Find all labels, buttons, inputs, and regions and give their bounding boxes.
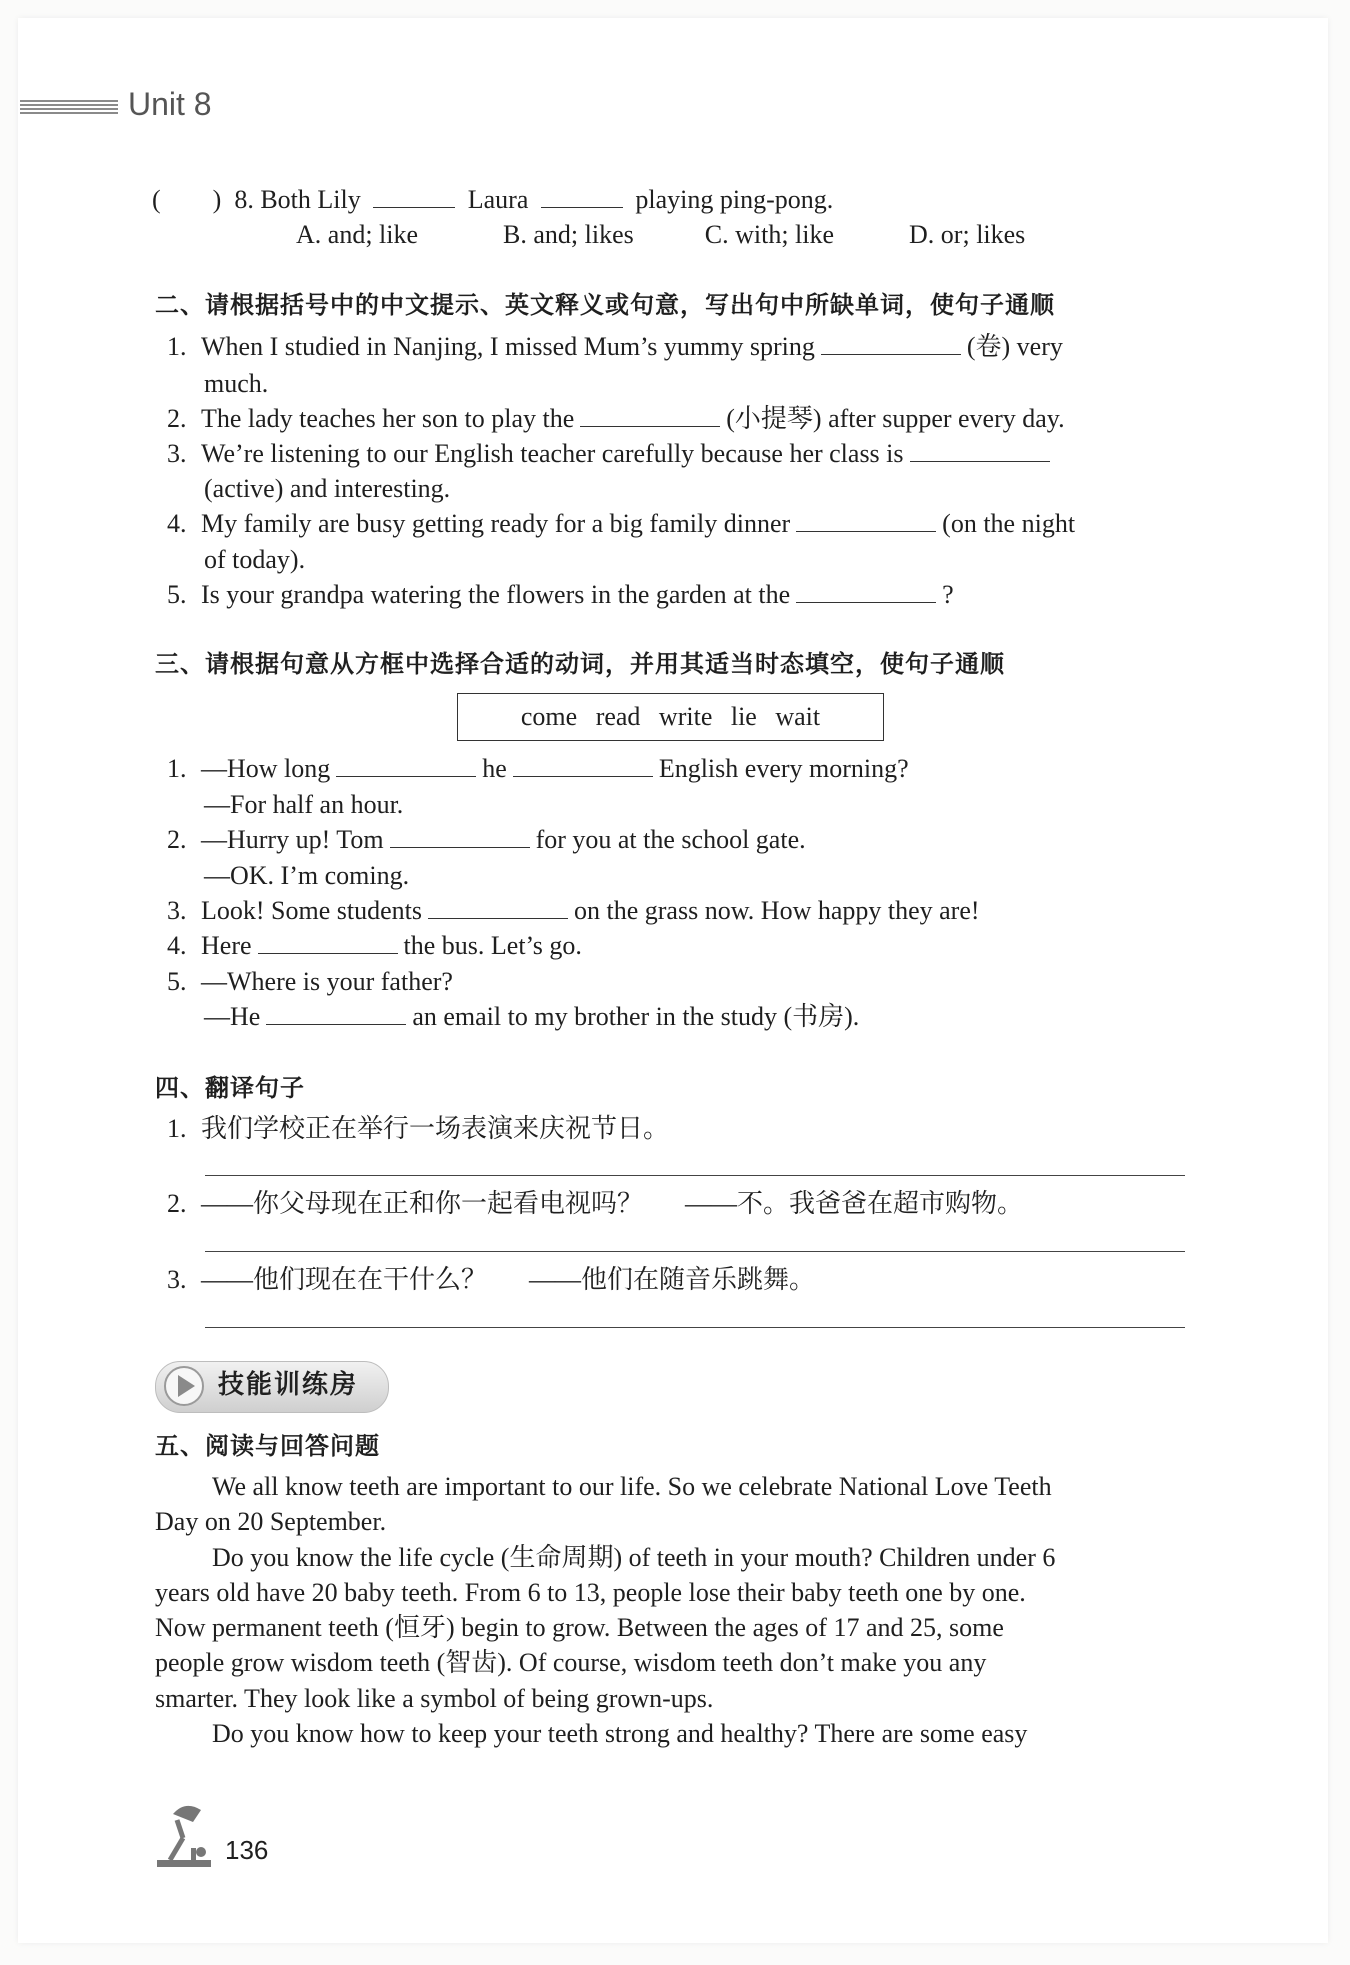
p1-line-b: Day on 20 September. — [155, 1507, 387, 1536]
s3-q4-text: Here — [201, 931, 252, 960]
mc-options — [296, 218, 1025, 252]
s3-question-4 — [167, 929, 582, 963]
q8-text-mid: Laura — [467, 185, 529, 214]
s2-q5-text: Is your grandpa watering the flowers in the garden at the — [201, 580, 791, 609]
num: 5. — [167, 967, 187, 996]
section2-title: 二、请根据括号中的中文提示、英文释义或句意，写出句中所缺单词，使句子通顺 — [155, 291, 1055, 319]
s2-q1-text: When I studied in Nanjing, I missed Mum’s yummy spring — [201, 332, 815, 361]
num: 3. — [167, 1265, 187, 1294]
s4-question-2 — [167, 1187, 1023, 1221]
option-c[interactable]: C. with; like — [704, 220, 835, 249]
word-box: come read write lie wait — [457, 693, 884, 741]
s3-q5-he: —He — [204, 1002, 261, 1031]
s4-q3-text-b: ——他们在随音乐跳舞。 — [529, 1265, 816, 1294]
s4-answer-line-1[interactable] — [205, 1175, 1185, 1176]
s3-q1-reply: —For half an hour. — [204, 790, 404, 819]
num: 3. — [167, 896, 187, 925]
s3-q5-reply — [204, 1000, 859, 1034]
p3-line-a: Do you know how to keep your teeth strong and healthy? There are some easy — [212, 1719, 1028, 1748]
q8-blank-2[interactable] — [541, 185, 623, 208]
p2-line-c: Now permanent teeth (恒牙) begin to grow. Between the ages of 17 and 25, some — [155, 1613, 1004, 1642]
s3-q3-text: Look! Some students — [201, 896, 422, 925]
page-number: 136 — [225, 1835, 269, 1865]
option-a[interactable]: A. and; like — [296, 220, 419, 249]
s4-q2-text-b: ——不。我爸爸在超市购物。 — [685, 1189, 1024, 1218]
s4-answer-line-2[interactable] — [205, 1251, 1185, 1252]
p2-line-b: years old have 20 baby teeth. From 6 to 13, people lose their baby teeth one by one. — [155, 1578, 1026, 1607]
q8-text: 8. Both Lily — [234, 185, 361, 214]
s2-q4-blank[interactable] — [796, 509, 936, 532]
section5-title: 五、阅读与回答问题 — [155, 1432, 380, 1460]
p2-line-a: Do you know the life cycle (生命周期) of teeth in your mouth? Children under 6 — [212, 1543, 1056, 1572]
s2-q3-blank[interactable] — [910, 439, 1050, 462]
s3-q1-mid: he — [482, 754, 507, 783]
num: 2. — [167, 825, 187, 854]
num: 2. — [167, 404, 187, 433]
num: 5. — [167, 580, 187, 609]
num: 1. — [167, 754, 187, 783]
s4-q2-text-a: ——你父母现在正和你一起看电视吗？ — [201, 1189, 644, 1218]
unit-title: Unit 8 — [128, 86, 212, 122]
s2-q2-text: The lady teaches her son to play the — [201, 404, 575, 433]
play-icon — [162, 1364, 206, 1408]
s4-q3-text-a: ——他们现在在干什么？ — [201, 1265, 488, 1294]
s4-answer-line-3[interactable] — [205, 1327, 1185, 1328]
s2-question-5 — [167, 578, 954, 612]
s2-question-3 — [167, 437, 1056, 471]
s3-q5-text: —Where is your father? — [201, 967, 453, 996]
lamp-icon — [155, 1800, 215, 1870]
s3-q4-end: the bus. Let’s go. — [403, 931, 582, 960]
s2-q3-cont: (active) and interesting. — [204, 474, 451, 503]
s4-q1-text: 我们学校正在举行一场表演来庆祝节日。 — [201, 1114, 670, 1143]
s2-question-2 — [167, 402, 1065, 436]
s4-question-3 — [167, 1263, 815, 1297]
s2-q2-blank[interactable] — [580, 404, 720, 427]
num: 1. — [167, 1114, 187, 1143]
s3-q1-text: —How long — [201, 754, 331, 783]
s2-q1-blank[interactable] — [821, 332, 961, 355]
answer-bracket[interactable]: ( ) — [152, 185, 222, 214]
s3-q1-blank-1[interactable] — [336, 754, 476, 777]
s2-q1-cont: much. — [204, 369, 269, 398]
unit-stripes-decoration — [20, 100, 118, 118]
s3-question-2 — [167, 823, 806, 857]
p2-line-d: people grow wisdom teeth (智齿). Of course, wisdom teeth don’t make you any — [155, 1648, 987, 1677]
num: 1. — [167, 332, 187, 361]
s2-q4-cont: of today). — [204, 545, 306, 574]
s3-q2-reply: —OK. I’m coming. — [204, 861, 410, 890]
s3-question-3 — [167, 894, 980, 928]
s3-q5-blank[interactable] — [266, 1002, 406, 1025]
s2-question-4 — [167, 507, 1075, 541]
num: 2. — [167, 1189, 187, 1218]
s3-q3-end: on the grass now. How happy they are! — [574, 896, 980, 925]
s2-q2-hint: (小提琴) after supper every day. — [726, 404, 1065, 433]
s3-q4-blank[interactable] — [258, 931, 398, 954]
p1-line-a: We all know teeth are important to our life. So we celebrate National Love Teeth — [212, 1472, 1052, 1501]
q8-blank-1[interactable] — [373, 185, 455, 208]
s3-q1-end: English every morning? — [658, 754, 909, 783]
s2-q4-hint: (on the night — [942, 509, 1076, 538]
s3-q2-text: —Hurry up! Tom — [201, 825, 384, 854]
s2-q5-blank[interactable] — [796, 580, 936, 603]
num: 3. — [167, 439, 187, 468]
s2-question-1 — [167, 330, 1063, 364]
mc-question-8 — [152, 183, 833, 217]
option-d[interactable]: D. or; likes — [909, 220, 1026, 249]
num: 4. — [167, 931, 187, 960]
s4-question-1 — [167, 1112, 669, 1146]
section4-title: 四、翻译句子 — [155, 1074, 305, 1102]
s3-q2-blank[interactable] — [390, 825, 530, 848]
s2-q1-hint: (卷) very — [966, 332, 1063, 361]
s3-question-1 — [167, 752, 909, 786]
s3-question-5 — [167, 965, 453, 999]
section3-title: 三、请根据句意从方框中选择合适的动词，并用其适当时态填空，使句子通顺 — [155, 650, 1005, 678]
option-b[interactable]: B. and; likes — [503, 220, 634, 249]
s2-q4-text: My family are busy getting ready for a big family dinner — [201, 509, 791, 538]
s3-q1-blank-2[interactable] — [513, 754, 653, 777]
skill-tab-label: 技能训练房 — [218, 1370, 359, 1400]
s3-q5-end: an email to my brother in the study (书房). — [412, 1002, 860, 1031]
num: 4. — [167, 509, 187, 538]
s2-q5-end: ? — [942, 580, 954, 609]
s2-q3-text: We’re listening to our English teacher carefully because her class is — [201, 439, 904, 468]
s3-q3-blank[interactable] — [428, 896, 568, 919]
s3-q2-end: for you at the school gate. — [535, 825, 806, 854]
p2-line-e: smarter. They look like a symbol of being grown-ups. — [155, 1684, 714, 1713]
q8-text-end: playing ping-pong. — [635, 185, 834, 214]
